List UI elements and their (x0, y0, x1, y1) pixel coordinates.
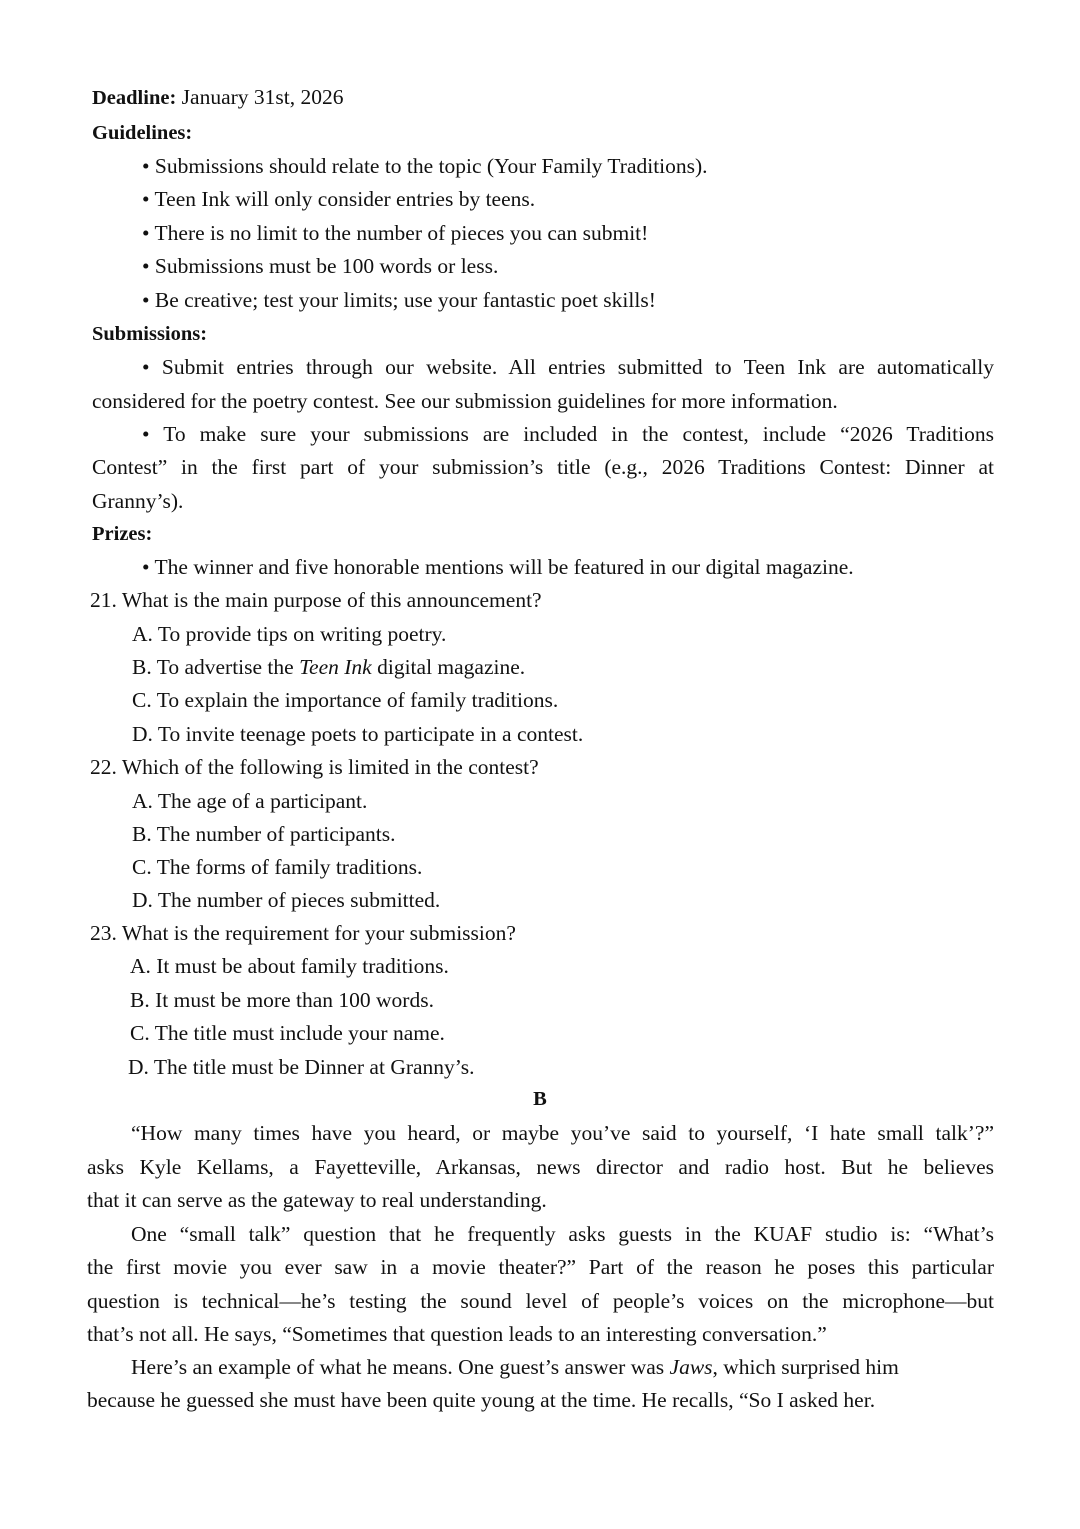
passage-line: the first movie you ever saw in a movie theater?” Part of the reason he poses this particular (87, 1255, 994, 1279)
question-option: C. The title must include your name. (130, 1021, 445, 1045)
passage-line: “How many times have you heard, or maybe you’ve said to yourself, ‘I hate small talk’?” (131, 1121, 994, 1145)
guideline-item: • Submissions must be 100 words or less. (142, 254, 499, 278)
guideline-item: • There is no limit to the number of pieces you can submit! (142, 221, 649, 245)
question-option: C. To explain the importance of family traditions. (132, 688, 559, 712)
passage-text: , which surprised him (712, 1355, 899, 1379)
option-text: B. To advertise the (132, 655, 300, 679)
passage-line: asks Kyle Kellams, a Fayetteville, Arkansas, news director and radio host. But he believes (87, 1155, 994, 1179)
passage-line: that’s not all. He says, “Sometimes that question leads to an interesting conversation.” (87, 1322, 827, 1346)
submissions-paragraph-line: • To make sure your submissions are included in the contest, include “2026 Traditions (142, 422, 994, 446)
option-text-italic: Teen Ink (299, 655, 372, 679)
submissions-paragraph-line: Contest” in the first part of your submission’s title (e.g., 2026 Traditions Contest: Dinner at (92, 455, 994, 479)
deadline-label: Deadline: (92, 87, 177, 109)
question-option: D. The number of pieces submitted. (132, 888, 441, 912)
passage-text-italic: Jaws (669, 1355, 713, 1379)
passage-line: because he guessed she must have been quite young at the time. He recalls, “So I asked her. (87, 1388, 876, 1412)
deadline-value: January 31st, 2026 (181, 85, 344, 109)
question-option: A. The age of a participant. (132, 789, 368, 813)
submissions-heading: Submissions: (92, 323, 208, 345)
passage-line: that it can serve as the gateway to real understanding. (87, 1188, 547, 1212)
question-option: D. To invite teenage poets to participate in a contest. (132, 722, 584, 746)
guideline-item: • Teen Ink will only consider entries by teens. (142, 187, 536, 211)
prizes-item: • The winner and five honorable mentions will be featured in our digital magazine. (142, 555, 854, 579)
guideline-item: • Be creative; test your limits; use your fantastic poet skills! (142, 288, 656, 312)
submissions-paragraph-line: Granny’s). (92, 489, 184, 513)
guidelines-heading: Guidelines: (92, 122, 193, 144)
prizes-heading: Prizes: (92, 523, 153, 545)
section-heading: B (533, 1088, 547, 1110)
question-option: B. It must be more than 100 words. (130, 988, 434, 1012)
guideline-item: • Submissions should relate to the topic (Your Family Traditions). (142, 154, 708, 178)
question-option (132, 653, 525, 681)
question-option: A. It must be about family traditions. (130, 954, 449, 978)
submissions-paragraph-line: considered for the poetry contest. See our submission guidelines for more information. (92, 389, 838, 413)
question-option: B. The number of participants. (132, 822, 396, 846)
question-stem: 22. Which of the following is limited in the contest? (90, 755, 539, 779)
deadline-line (92, 83, 343, 111)
question-stem: 21. What is the main purpose of this announcement? (90, 588, 542, 612)
option-text: digital magazine. (371, 655, 526, 679)
passage-text: Here’s an example of what he means. One guest’s answer was (131, 1355, 670, 1379)
passage-line (131, 1353, 899, 1381)
passage-line: question is technical—he’s testing the sound level of people’s voices on the microphone—but (87, 1289, 994, 1313)
question-option: D. The title must be Dinner at Granny’s. (128, 1055, 475, 1079)
passage-line: One “small talk” question that he frequently asks guests in the KUAF studio is: “What’s (131, 1222, 994, 1246)
question-option: C. The forms of family traditions. (132, 855, 423, 879)
submissions-paragraph-line: • Submit entries through our website. All entries submitted to Teen Ink are automatically (142, 355, 994, 379)
question-option: A. To provide tips on writing poetry. (132, 622, 447, 646)
question-stem: 23. What is the requirement for your submission? (90, 921, 516, 945)
